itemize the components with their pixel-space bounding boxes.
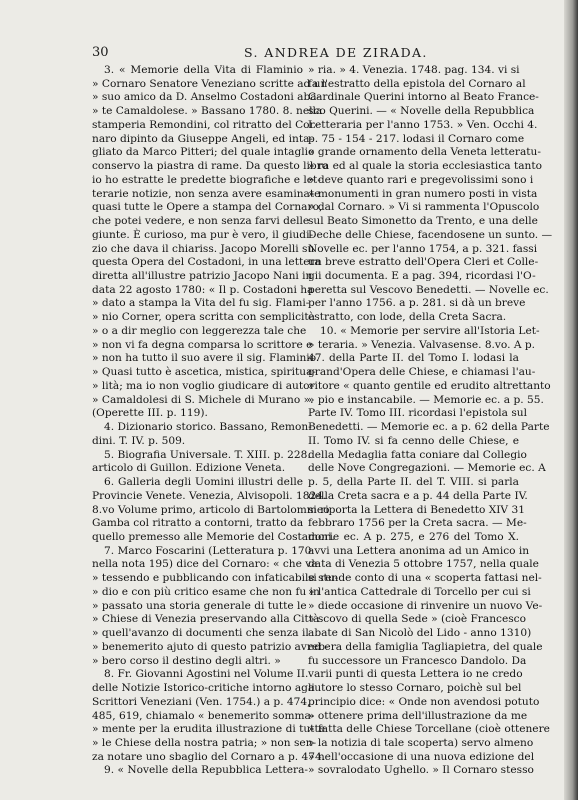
running-title: S. ANDREA DE ZIRADA. [244,45,428,60]
text-line: » tessendo e pubblicando con infaticabile stu- [92,572,339,585]
text-line: » fatta delle Chiese Torcellane (cioè ottenere [308,723,550,736]
text-line: febbraro 1756 per la Creta sacra. — Me- [308,517,527,530]
text-line: » ria. » 4. Venezia. 1748. pag. 134. vi si [308,64,520,76]
page-number: 30 [92,45,109,60]
text-line: fa l'estratto della epistola del Cornaro al [308,77,526,90]
text-line: Parte IV. Tomo III. ricordasi l'epistola sul [308,407,527,420]
text-line: p. 5, della Parte II. del T. VIII. si parla [308,476,519,489]
right-column [308,64,553,778]
text-line: Provincie Venete. Venezia, Alvisopoli. 1824. [92,489,327,502]
text-line: » dal Cornaro. » Vi si rammenta l'Opuscolo [308,201,540,214]
text-line: data 22 agosto 1780: « Il p. Costadoni ha [92,283,314,296]
text-line: » nio Corner, opera scritta con semplicità [92,311,315,324]
text-line: » suo amico da D. Anselmo Costadoni aba- [92,91,321,104]
text-line: » bero corso il destino degli altri. » [92,654,281,667]
text-line: Cardinale Querini intorno al Beato France- [308,91,539,104]
text-line: » deve quanto rari e pregevolissimi sono i [308,173,534,186]
text-line: un breve estratto dell'Opera Cleri et Colle- [308,256,539,269]
text-line: » passato una storia generale di tutte le [92,599,307,612]
text-line: » le Chiese della nostra patria; » non sen- [92,736,317,749]
text-line: si riporta la Lettera di Benedetto XIV 31 [308,503,525,516]
text-line: 485, 619, chiamalo « benemerito somma- [92,709,315,722]
text-line: » l'antica Cattedrale di Torcello per cui si [308,585,531,598]
page-header [92,45,520,61]
text-line: Letteraria per l'anno 1753. » Ven. Occhi 4. [308,118,538,131]
text-line: gii documenta. E a pag. 394, ricordasi l'O- [308,270,536,283]
text-line: 47. della Parte II. del Tomo I. lodasi la [308,352,519,365]
text-line: » mente per la erudita illustrazione di tutte [92,723,325,736]
left-column [92,64,339,778]
text-line: » ra ed al quale la storia ecclesiastica tanto [308,160,542,173]
text-line: morie ec. A p. 275, e 276 del Tomo X. [308,530,519,543]
text-line: » ottenere prima dell'illustrazione da me [308,709,528,722]
text-line: stamperia Remondini, col ritratto del Cor- [92,118,319,131]
text-line: » sovralodato Ughello. » Il Cornaro stesso [308,764,534,777]
text-line: avvi una Lettera anonima ad un Amico in [308,544,530,557]
text-line: data di Venezia 5 ottobre 1757, nella quale [308,558,539,571]
text-line: sul Beato Simonetto da Trento, e una delle [308,215,538,228]
text-line: zio che dava il chiariss. Jacopo Morelli su [92,242,315,255]
text-line: 5. Biografia Universale. T. XIII. p. 228. [104,448,311,461]
text-line: » non vi fa degna comparsa lo scrittore e [92,338,313,351]
text-line: II. Tomo IV. si fa cenno delle Chiese, e [308,434,519,447]
text-line: » Chiese di Venezia preservando alla Città [92,613,320,626]
text-line: » Quasi tutto è ascetica, mistica, spiritua- [92,366,316,379]
text-line: Deche delle Chiese, facendosene un sunto. — [308,228,553,241]
text-line: gliato da Marco Pitteri; del quale intaglio [92,146,315,159]
text-line: delle Notizie Istorico-critiche intorno agli [92,682,315,695]
text-line: conservo la piastra di rame. Da questo libro [92,160,329,173]
text-line: 9. « Novelle della Repubblica Lettera- [104,764,309,777]
text-line: » scovo di quella Sede » (cioè Francesco [308,613,526,626]
text-line: Novelle ec. per l'anno 1754, a p. 321. fassi [308,242,538,255]
text-line: (Operette III. p. 119). [92,407,208,420]
text-line: » o a dir meglio con leggerezza tale che [92,324,307,337]
text-line: 10. « Memorie per servire all'Istoria Let- [320,324,540,337]
text-line: varii punti di questa Lettera io ne credo [308,668,523,681]
text-line: ed era della famiglia Tagliapietra, del quale [308,640,543,653]
page-edge-shadow [564,0,578,800]
text-line: » Camaldolesi di S. Michele di Murano ». [92,393,314,406]
text-line: si rende conto di una « scoperta fattasi nel- [308,572,542,585]
text-line: » nell'occasione di una nuova edizione del [308,750,535,763]
text-line: dini. T. IV. p. 509. [92,434,186,447]
text-line: « grande ornamento della Veneta letteratu- [308,146,541,159]
text-line: articolo di Guillon. Edizione Veneta. [92,462,286,475]
text-line: quasi tutte le Opere a stampa del Cornaro, [92,201,323,214]
text-line: Benedetti. — Memorie ec. a p. 62 della Parte [308,421,550,434]
text-line: 6. Galleria degli Uomini illustri delle [104,476,303,489]
text-line: estratto, con lode, della Creta Sacra. [308,311,507,324]
text-line: delle Nove Congregazioni. — Memorie ec. A [308,462,546,475]
text-line: 8. Fr. Giovanni Agostini nel Volume II. [104,668,309,681]
text-line: della Medaglia fatta coniare dal Collegio [308,448,527,461]
text-line: » quell'avanzo di documenti che senza il [92,627,309,640]
text-line: per l'anno 1756. a p. 281. si dà un breve [308,297,526,310]
text-line: p. 75 - 154 - 217. lodasi il Cornaro come [308,132,525,145]
text-line: abate di San Nicolò del Lido - anno 1310) [308,627,532,640]
text-line: naro dipinto da Giuseppe Angeli, ed inta- [92,132,313,145]
text-line: » diede occasione di rinvenire un nuovo Ve- [308,599,543,612]
text-line: autore lo stesso Cornaro, poichè sul bel [308,682,522,695]
text-line: » teraria. » Venezia. Valvasense. 8.vo. A p. [308,338,536,351]
text-line: diretta all'illustre patrizio Jacopo Nani in [92,270,313,283]
text-line: terarie notizie, non senza avere esaminate [92,187,321,200]
text-line: » monumenti in gran numero posti in vista [308,187,538,200]
text-line: » la notizia di tale scoperta) servo almeno [308,736,534,749]
text-line: » non ha tutto il suo avere il sig. Flaminio. [92,352,320,365]
text-line: giunte. È curioso, ma pur è vero, il giudi- [92,228,314,241]
text-line: 4. Dizionario storico. Bassano, Remon- [104,421,312,434]
text-line: » Cornaro Senatore Veneziano scritte ad un [92,77,328,90]
text-line: nella nota 195) dice del Cornaro: « che va [92,558,318,571]
text-line: » pio e instancabile. — Memorie ec. a p. 55. [308,393,544,406]
text-line: Scrittori Veneziani (Ven. 1754.) a p. 474, [92,695,311,708]
text-line: grand'Opera delle Chiese, e chiamasi l'au- [308,366,536,379]
text-line: peretta sul Vescovo Benedetti. — Novelle ec. [308,283,549,296]
text-line: » dio e con più critico esame che non fu in [92,585,320,598]
text-line: 3. « Memorie della Vita di Flaminio [104,64,303,76]
text-line: principio dice: « Onde non avendosi potuto [308,695,540,708]
text-line: » dato a stampa la Vita del fu sig. Flami- [92,297,310,310]
text-line: io ho estratte le predette biografiche e let- [92,173,321,186]
text-line: questa Opera del Costadoni, in una lettera [92,256,321,269]
text-line: della Creta sacra e a p. 44 della Parte IV. [308,489,528,502]
text-line: Gamba col ritratto a contorni, tratto da [92,517,304,530]
text-line: za notare uno sbaglio del Cornaro a p. 474. [92,750,326,763]
text-line: fu successore un Francesco Dandolo. Da [308,654,527,667]
text-line: quello premesso alle Memorie del Costadoni. [92,530,335,543]
text-line: » lità; ma io non voglio giudicare di autori [92,379,318,392]
text-line: » benemerito ajuto di questo patrizio avreb- [92,640,329,653]
text-line: 7. Marco Foscarini (Letteratura p. 170 [104,544,312,557]
text-line: 8.vo Volume primo, articolo di Bartolommeo [92,503,330,516]
text-line: che potei vedere, e non senza farvi delle [92,215,310,228]
text-line: sco Querini. — « Novelle della Repubblica [308,105,535,118]
text-line: » te Camaldolese. » Bassano 1780. 8. nella [92,105,323,118]
text-line: » tore « quanto gentile ed erudito altrettanto [308,379,551,392]
